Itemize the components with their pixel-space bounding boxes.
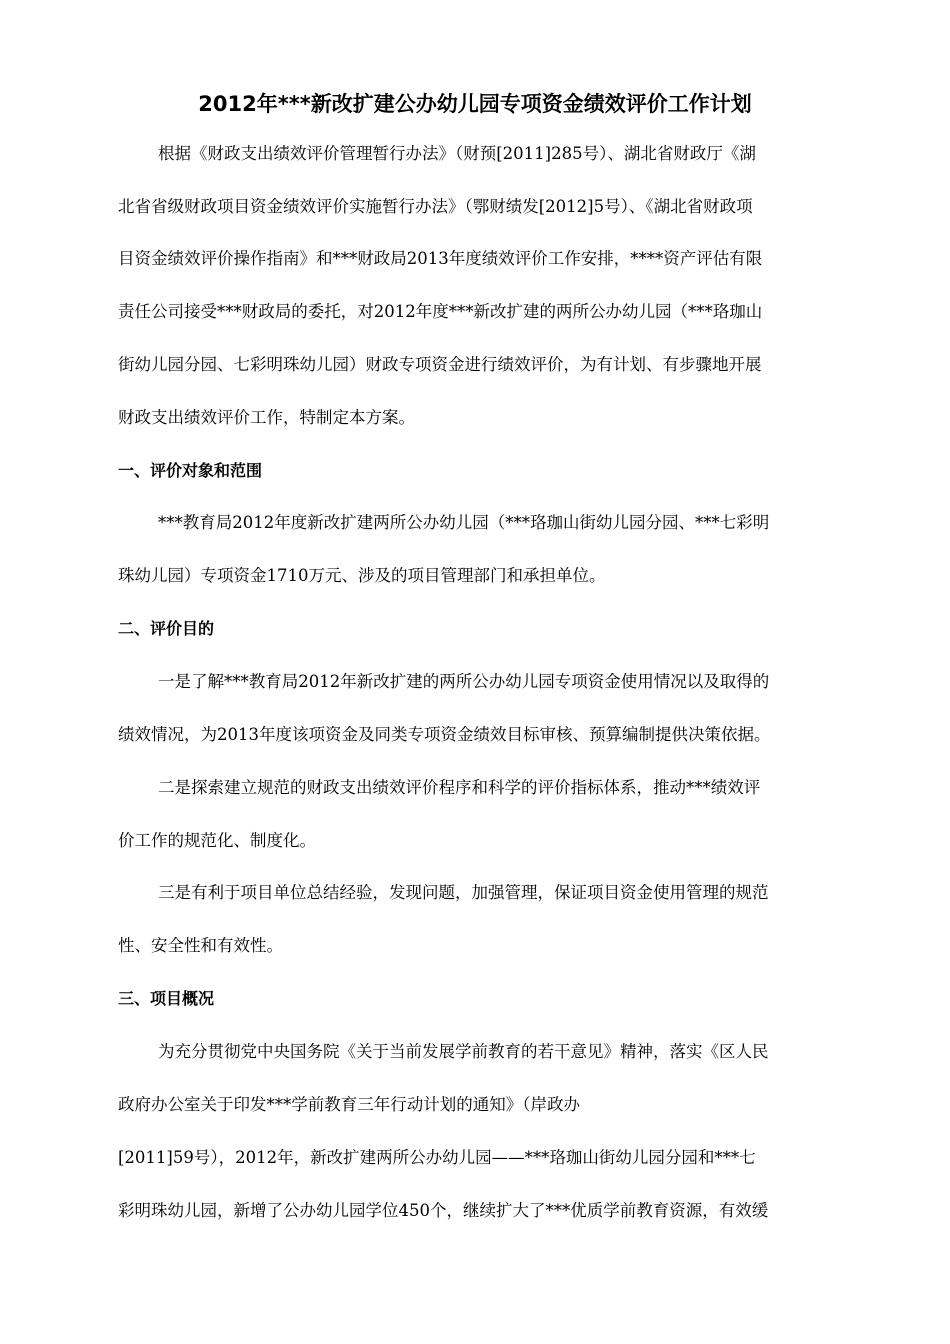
section2-p1-line-2: 绩效情况，为2013年度该项资金及同类专项资金绩效目标审核、预算编制提供决策依据。 (118, 725, 771, 744)
section2-heading: 二、评价目的 (118, 619, 215, 638)
document-title: 2012年***新改扩建公办幼儿园专项资金绩效评价工作计划 (198, 92, 752, 116)
intro-line-6: 财政支出绩效评价工作，特制定本方案。 (118, 408, 415, 427)
section3-line-3: [2011]59号），2012年，新改扩建两所公办幼儿园——***珞珈山街幼儿园分园和***七 (118, 1148, 756, 1167)
section3-line-4: 彩明珠幼儿园，新增了公办幼儿园学位450个，继续扩大了***优质学前教育资源，有效缓 (118, 1201, 769, 1220)
section3-line-2: 政府办公室关于印发***学前教育三年行动计划的通知》（岸政办 (118, 1095, 580, 1114)
intro-line-4: 责任公司接受***财政局的委托，对2012年度***新改扩建的两所公办幼儿园（***珞珈山 (118, 302, 763, 321)
intro-line-1: 根据《财政支出绩效评价管理暂行办法》（财预[2011]285号）、湖北省财政厅《湖 (158, 144, 756, 163)
section2-p3-line-2: 性、安全性和有效性。 (118, 936, 283, 955)
section2-p1-line-1: 一是了解***教育局2012年新改扩建的两所公办幼儿园专项资金使用情况以及取得的 (158, 672, 770, 691)
section1-line-1: ***教育局2012年度新改扩建两所公办幼儿园（***珞珈山街幼儿园分园、***七彩明 (158, 513, 770, 532)
intro-line-5: 街幼儿园分园、七彩明珠幼儿园）财政专项资金进行绩效评价，为有计划、有步骤地开展 (118, 355, 762, 374)
section2-p2-line-2: 价工作的规范化、制度化。 (118, 831, 316, 850)
section1-line-2: 珠幼儿园）专项资金1710万元、涉及的项目管理部门和承担单位。 (118, 566, 606, 585)
section3-line-1: 为充分贯彻党中央国务院《关于当前发展学前教育的若干意见》精神，落实《区人民 (158, 1042, 769, 1061)
intro-line-3: 目资金绩效评价操作指南》和***财政局2013年度绩效评价工作安排，****资产评估有限 (118, 249, 763, 268)
section3-heading: 三、项目概况 (118, 989, 215, 1008)
section1-heading: 一、评价对象和范围 (118, 461, 263, 480)
section2-p3-line-1: 三是有利于项目单位总结经验，发现问题，加强管理，保证项目资金使用管理的规范 (158, 883, 769, 902)
intro-line-2: 北省省级财政项目资金绩效评价实施暂行办法》（鄂财绩发[2012]5号）、《湖北省财政项 (118, 197, 753, 216)
section2-p2-line-1: 二是探索建立规范的财政支出绩效评价程序和科学的评价指标体系，推动***绩效评 (158, 778, 761, 797)
